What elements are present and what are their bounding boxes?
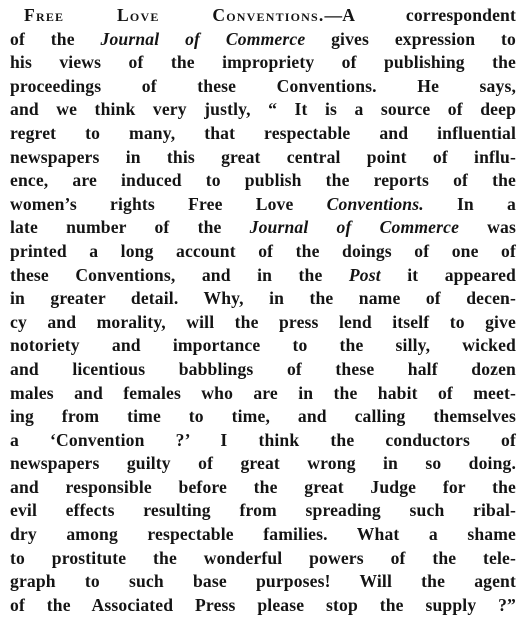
article-line-20 <box>10 452 516 476</box>
article-line-13 <box>10 287 516 311</box>
article-text: In a <box>423 193 516 214</box>
article-text: and responsible before the great Judge for the <box>10 476 516 497</box>
article-text: was <box>459 217 516 238</box>
article-text: and we think very justly, “ It is a source of deep <box>10 99 516 120</box>
article-line-23 <box>10 523 516 547</box>
article-line-5 <box>10 98 516 122</box>
article-line-24 <box>10 547 516 571</box>
article-text: women’s rights Free Love <box>10 193 327 214</box>
article-text: proceedings of these Conventions. He says, <box>10 75 516 96</box>
article-text: ing from time to time, and calling themselves <box>10 406 516 427</box>
article-text: —A correspondent <box>324 5 516 25</box>
newspaper-clipping <box>10 4 516 617</box>
article-line-22 <box>10 499 516 523</box>
article-text: these Conventions, and in the <box>10 264 349 285</box>
article-text: evil effects resulting from spreading such ribal- <box>10 500 516 521</box>
article-text: it appeared <box>380 264 516 285</box>
article-text: newspapers in this great central point of influ- <box>10 146 516 167</box>
article-headline: Free Love Conventions. <box>24 5 325 25</box>
article-line-6 <box>10 122 516 146</box>
article-line-16 <box>10 358 516 382</box>
article-text: to prostitute the wonderful powers of the tele- <box>10 547 516 568</box>
article-text: regret to many, that respectable and influential <box>10 122 516 143</box>
article-line-2 <box>10 28 516 52</box>
article-text: late number of the <box>10 217 250 238</box>
newspaper-title: Journal of Commerce <box>100 28 306 49</box>
article-text: males and females who are in the habit of meet- <box>10 382 516 403</box>
article-line-26 <box>10 594 516 617</box>
article-line-15 <box>10 334 516 358</box>
article-line-14 <box>10 311 516 335</box>
article-text: graph to such base purposes! Will the agent <box>10 571 516 592</box>
article-text: newspapers guilty of great wrong in so doing. <box>10 453 516 474</box>
article-text: cy and morality, will the press lend itself to give <box>10 311 516 332</box>
article-line-17 <box>10 382 516 406</box>
article-emphasis: Conventions. <box>326 193 424 214</box>
article-line-7 <box>10 146 516 170</box>
article-text: ence, are induced to publish the reports of the <box>10 170 516 191</box>
article-line-18 <box>10 405 516 429</box>
article-line-25 <box>10 570 516 594</box>
article-line-11 <box>10 240 516 264</box>
article-line-3 <box>10 51 516 75</box>
article-text: notoriety and importance to the silly, wicked <box>10 335 516 356</box>
article-text: his views of the impropriety of publishing the <box>10 52 516 73</box>
article-line-12 <box>10 264 516 288</box>
newspaper-title: Post <box>348 264 381 285</box>
article-text: of the Associated Press please stop the supply ?” <box>10 594 516 615</box>
article-text: and licentious babblings of these half dozen <box>10 358 516 379</box>
article-text: printed a long account of the doings of one of <box>10 240 516 261</box>
newspaper-title: Journal of Commerce <box>249 217 460 238</box>
article-text: in greater detail. Why, in the name of decen- <box>10 288 516 309</box>
article-line-8 <box>10 169 516 193</box>
article-text: a ‘Convention ?’ I think the conductors of <box>10 429 516 450</box>
article-line-10 <box>10 216 516 240</box>
article-text: gives expression to <box>305 28 516 49</box>
article-text: dry among respectable families. What a shame <box>10 524 516 545</box>
article-line-21 <box>10 476 516 500</box>
article-text: of the <box>10 28 101 49</box>
article-line-4 <box>10 75 516 99</box>
article-line-9 <box>10 193 516 217</box>
article-line-19 <box>10 429 516 453</box>
article-line-1 <box>10 4 516 28</box>
